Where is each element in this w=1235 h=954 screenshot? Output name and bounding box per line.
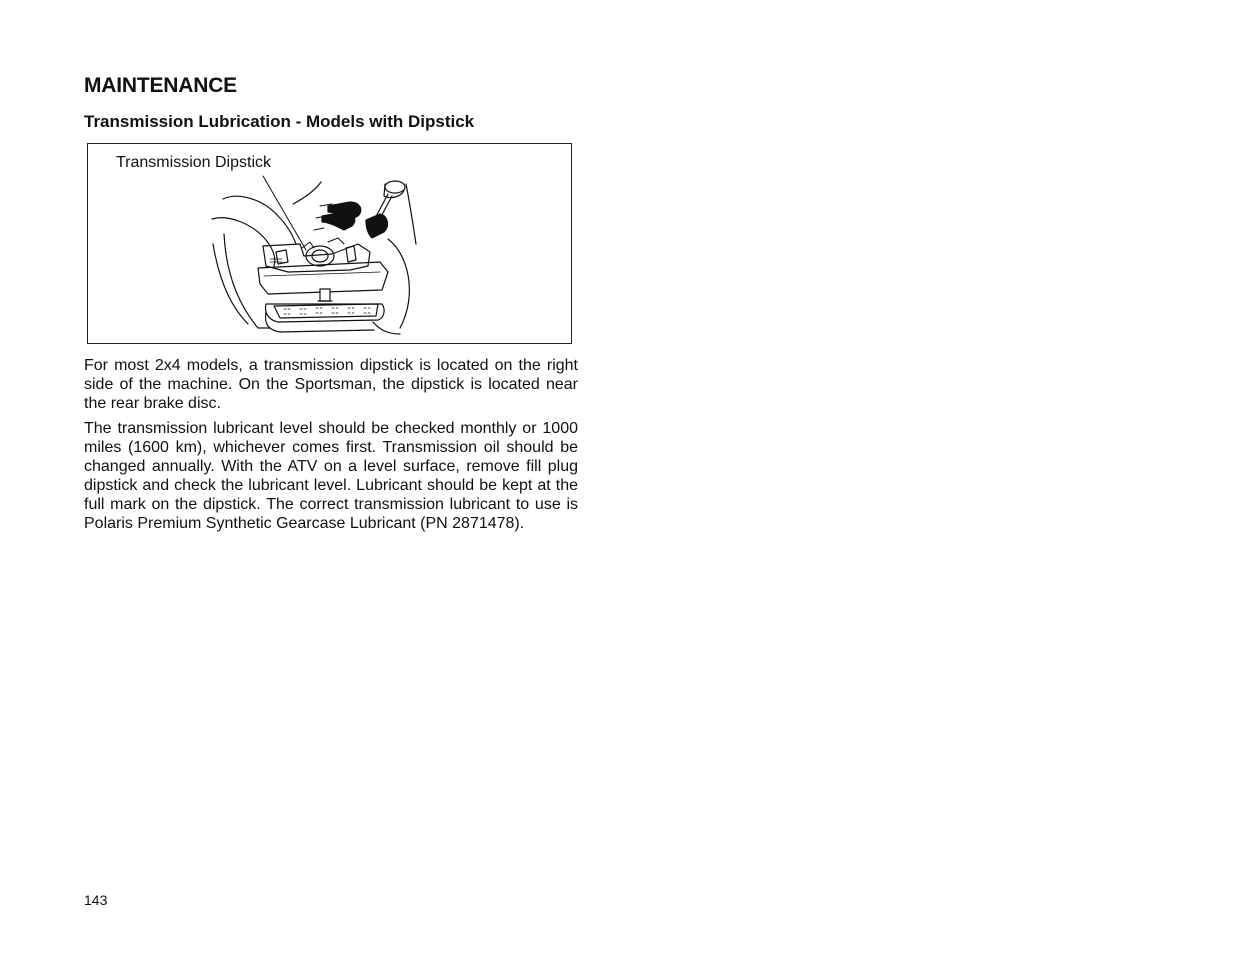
subsection-title: Transmission Lubrication - Models with Dipstick — [84, 112, 475, 131]
transmission-figure — [87, 143, 572, 344]
shift-knob — [385, 181, 405, 193]
page-number: 143 — [84, 892, 108, 908]
paragraph: The transmission lubricant level should be checked monthly or 1000 miles (1600 km), whichever comes first. Transmission oil should be changed annually. With the ATV on a level surface, remove fill plug dipstick and check the lubricant level. Lubricant should be kept at the full mark on the dipstick. The correct transmission lubricant to use is Polaris Premium Synthetic Gearcase Lubricant (PN 2871478). — [84, 420, 578, 532]
section-title: MAINTENANCE — [84, 74, 237, 97]
control-levers — [322, 202, 387, 238]
atv-transmission-illustration — [88, 144, 572, 344]
right-fender — [406, 184, 416, 244]
figure-label: Transmission Dipstick — [116, 154, 271, 171]
dipstick-leader-line — [263, 176, 306, 250]
paragraph: For most 2x4 models, a transmission dipstick is located on the right side of the machine. On the Sportsman, the dipstick is located near the rear brake disc. — [84, 357, 578, 412]
left-fender — [223, 196, 296, 244]
body-text — [84, 356, 578, 539]
